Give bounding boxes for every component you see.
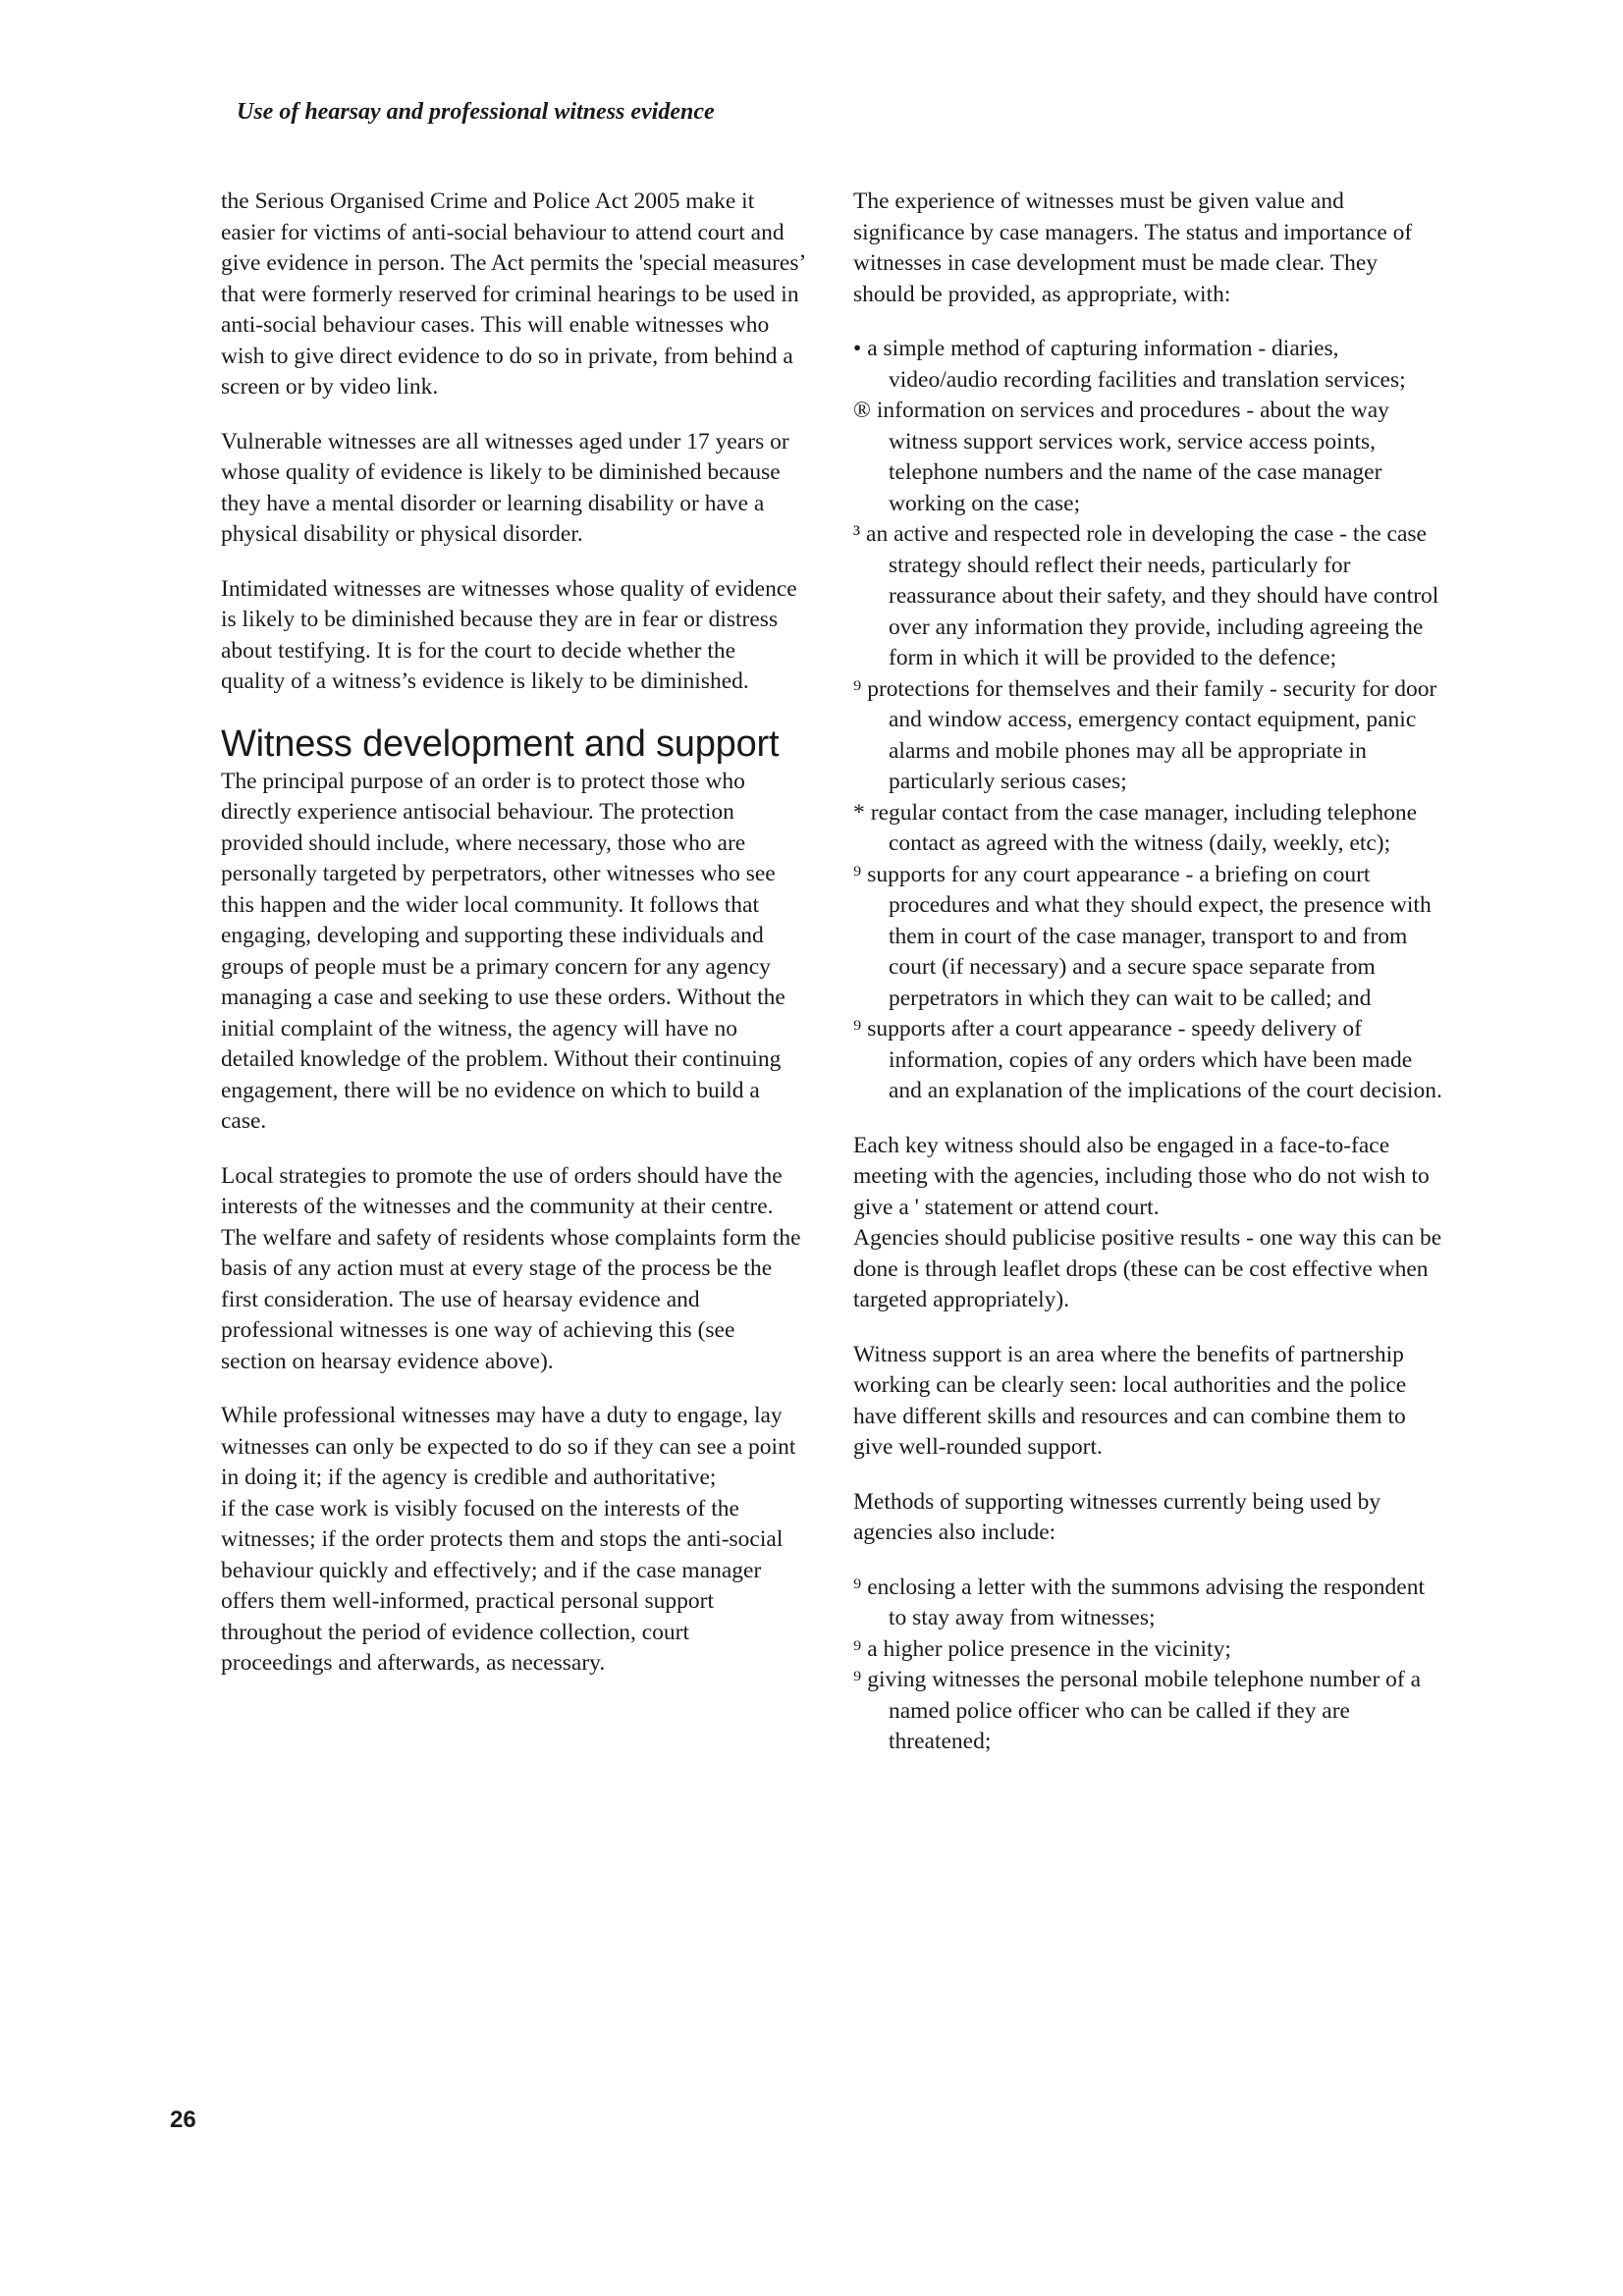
right-column bbox=[853, 187, 1442, 1782]
paragraph: The experience of witnesses must be given value and significance by case managers. The status and importance of witnesses in case development must be made clear. They should be provided, as appropriate, with: bbox=[853, 188, 1413, 307]
list-item-text: giving witnesses the personal mobile telephone number of a named police officer who can be called if they are threatened; bbox=[867, 1667, 1422, 1754]
list-item bbox=[853, 674, 1442, 798]
list-item bbox=[853, 1665, 1442, 1758]
list-item bbox=[853, 860, 1442, 1015]
list-item-text: a higher police presence in the vicinity; bbox=[867, 1635, 1231, 1662]
provisions-list bbox=[853, 334, 1442, 1107]
bullet-mark: ³ bbox=[853, 521, 861, 547]
list-item-text: an active and respected role in developing the case - the case strategy should reflect their needs, particularly for reassurance about their safety, and they should have control over any information they provide, including agreeing the form in which it will be provided to the defence; bbox=[866, 521, 1439, 670]
list-item bbox=[853, 519, 1442, 674]
bullet-mark: ⁹ bbox=[853, 1667, 862, 1692]
paragraph: Witness support is an area where the benefits of partnership working can be clearly seen: local authorities and the police have different skills and resources and can combine them to give well-rounded support. bbox=[853, 1341, 1407, 1460]
list-item bbox=[853, 1634, 1442, 1666]
bullet-mark: ® bbox=[853, 398, 871, 423]
paragraph: Local strategies to promote the use of orders should have the interests of the witnesses and the community at their centre. The welfare and safety of residents whose complaints form the basis of any action must at every stage of the process be the first consideration. The use of hearsay evidence and professional witnesses is one way of achieving this (see section on hearsay evidence above). bbox=[221, 1162, 801, 1374]
bullet-mark: ⁹ bbox=[853, 861, 862, 887]
list-item-text: regular contact from the case manager, including telephone contact as agreed with the witness (daily, weekly, etc); bbox=[870, 799, 1418, 856]
paragraph: Methods of supporting witnesses currently being used by agencies also include: bbox=[853, 1488, 1381, 1545]
paragraph: if the case work is visibly focused on the interests of the witnesses; if the order protects them and stops the anti-social behaviour quickly and effectively; and if the case manager offers them well-informed, practical personal support throughout the period of evidence collection, court proceedings and afterwards, as necessary. bbox=[221, 1495, 784, 1676]
list-item bbox=[853, 1573, 1442, 1634]
list-item bbox=[853, 396, 1442, 519]
list-item-text: information on services and procedures - about the way witness support services work, service access points, telephone numbers and the name of the case manager working on the case; bbox=[876, 398, 1389, 516]
paragraph: Each key witness should also be engaged in a face-to-face meeting with the agencies, including those who do not wish to give a ' statement or attend court. bbox=[853, 1132, 1430, 1220]
page-number: 26 bbox=[170, 2107, 196, 2133]
paragraph: The principal purpose of an order is to protect those who directly experience antisocial behaviour. The protection provided should include, where necessary, those who are personally targeted by perpetrators, other witnesses who see this happen and the wider local community. It follows that engaging, developing and supporting these individuals and groups of people must be a primary concern for any agency managing a case and seeking to use these orders. Without the initial complaint of the witness, the agency will have no detailed knowledge of the problem. Without their continuing engagement, there will be no evidence on which to build a case. bbox=[221, 768, 785, 1134]
list-item-text: protections for themselves and their family - security for door and window access, emergency contact equipment, panic alarms and mobile phones may all be appropriate in particularly serious cases; bbox=[867, 675, 1437, 794]
list-item bbox=[853, 798, 1442, 860]
paragraph: the Serious Organised Crime and Police Act 2005 make it easier for victims of anti-social behaviour to attend court and give evidence in person. The Act permits the 'special measures’ that were formerly reserved for criminal hearings to be used in anti-social behaviour cases. This will enable witnesses who wish to give direct evidence to do so in private, from behind a screen or by video link. bbox=[221, 188, 805, 400]
list-item bbox=[853, 334, 1442, 396]
bullet-mark: ⁹ bbox=[853, 675, 862, 702]
left-column bbox=[221, 187, 805, 1703]
paragraph: Vulnerable witnesses are all witnesses aged under 17 years or whose quality of evidence is likely to be diminished because they have a mental disorder or learning disability or have a physical disability or physical disorder. bbox=[221, 428, 789, 547]
list-item bbox=[853, 1014, 1442, 1107]
methods-list bbox=[853, 1573, 1442, 1758]
paragraph: Intimidated witnesses are witnesses whose quality of evidence is likely to be diminished because they are in fear or distress about testifying. It is for the court to decide whether the quality of a witness’s evidence is likely to be diminished. bbox=[221, 575, 797, 694]
bullet-mark: * bbox=[853, 799, 865, 826]
list-item-text: supports for any court appearance - a briefing on court procedures and what they should expect, the presence with them in court of the case manager, transport to and from court (if necessary) and a secure space separate from perpetrators in which they can wait to be called; and bbox=[867, 861, 1432, 1011]
bullet-mark: ⁹ bbox=[853, 1574, 862, 1600]
paragraph: While professional witnesses may have a duty to engage, lay witnesses can only be expected to do so if they can see a point in doing it; if the agency is credible and authoritative; bbox=[221, 1403, 796, 1490]
running-header: Use of hearsay and professional witness evidence bbox=[237, 99, 715, 125]
bullet-mark: ⁹ bbox=[853, 1635, 862, 1662]
list-item-text: supports after a court appearance - speedy delivery of information, copies of any orders which have been made and an explanation of the implications of the court decision. bbox=[867, 1016, 1442, 1103]
paragraph: Agencies should publicise positive results - one way this can be done is through leaflet drops (these can be cost effective when targeted appropriately). bbox=[853, 1225, 1442, 1312]
bullet-mark: ⁹ bbox=[853, 1016, 862, 1041]
list-item-text: a simple method of capturing information - diaries, video/audio recording facilities and translation services; bbox=[867, 336, 1406, 393]
list-item-text: enclosing a letter with the summons advising the respondent to stay away from witnesses; bbox=[867, 1574, 1426, 1630]
bullet-mark: • bbox=[853, 336, 862, 361]
section-heading: Witness development and support bbox=[221, 722, 780, 765]
